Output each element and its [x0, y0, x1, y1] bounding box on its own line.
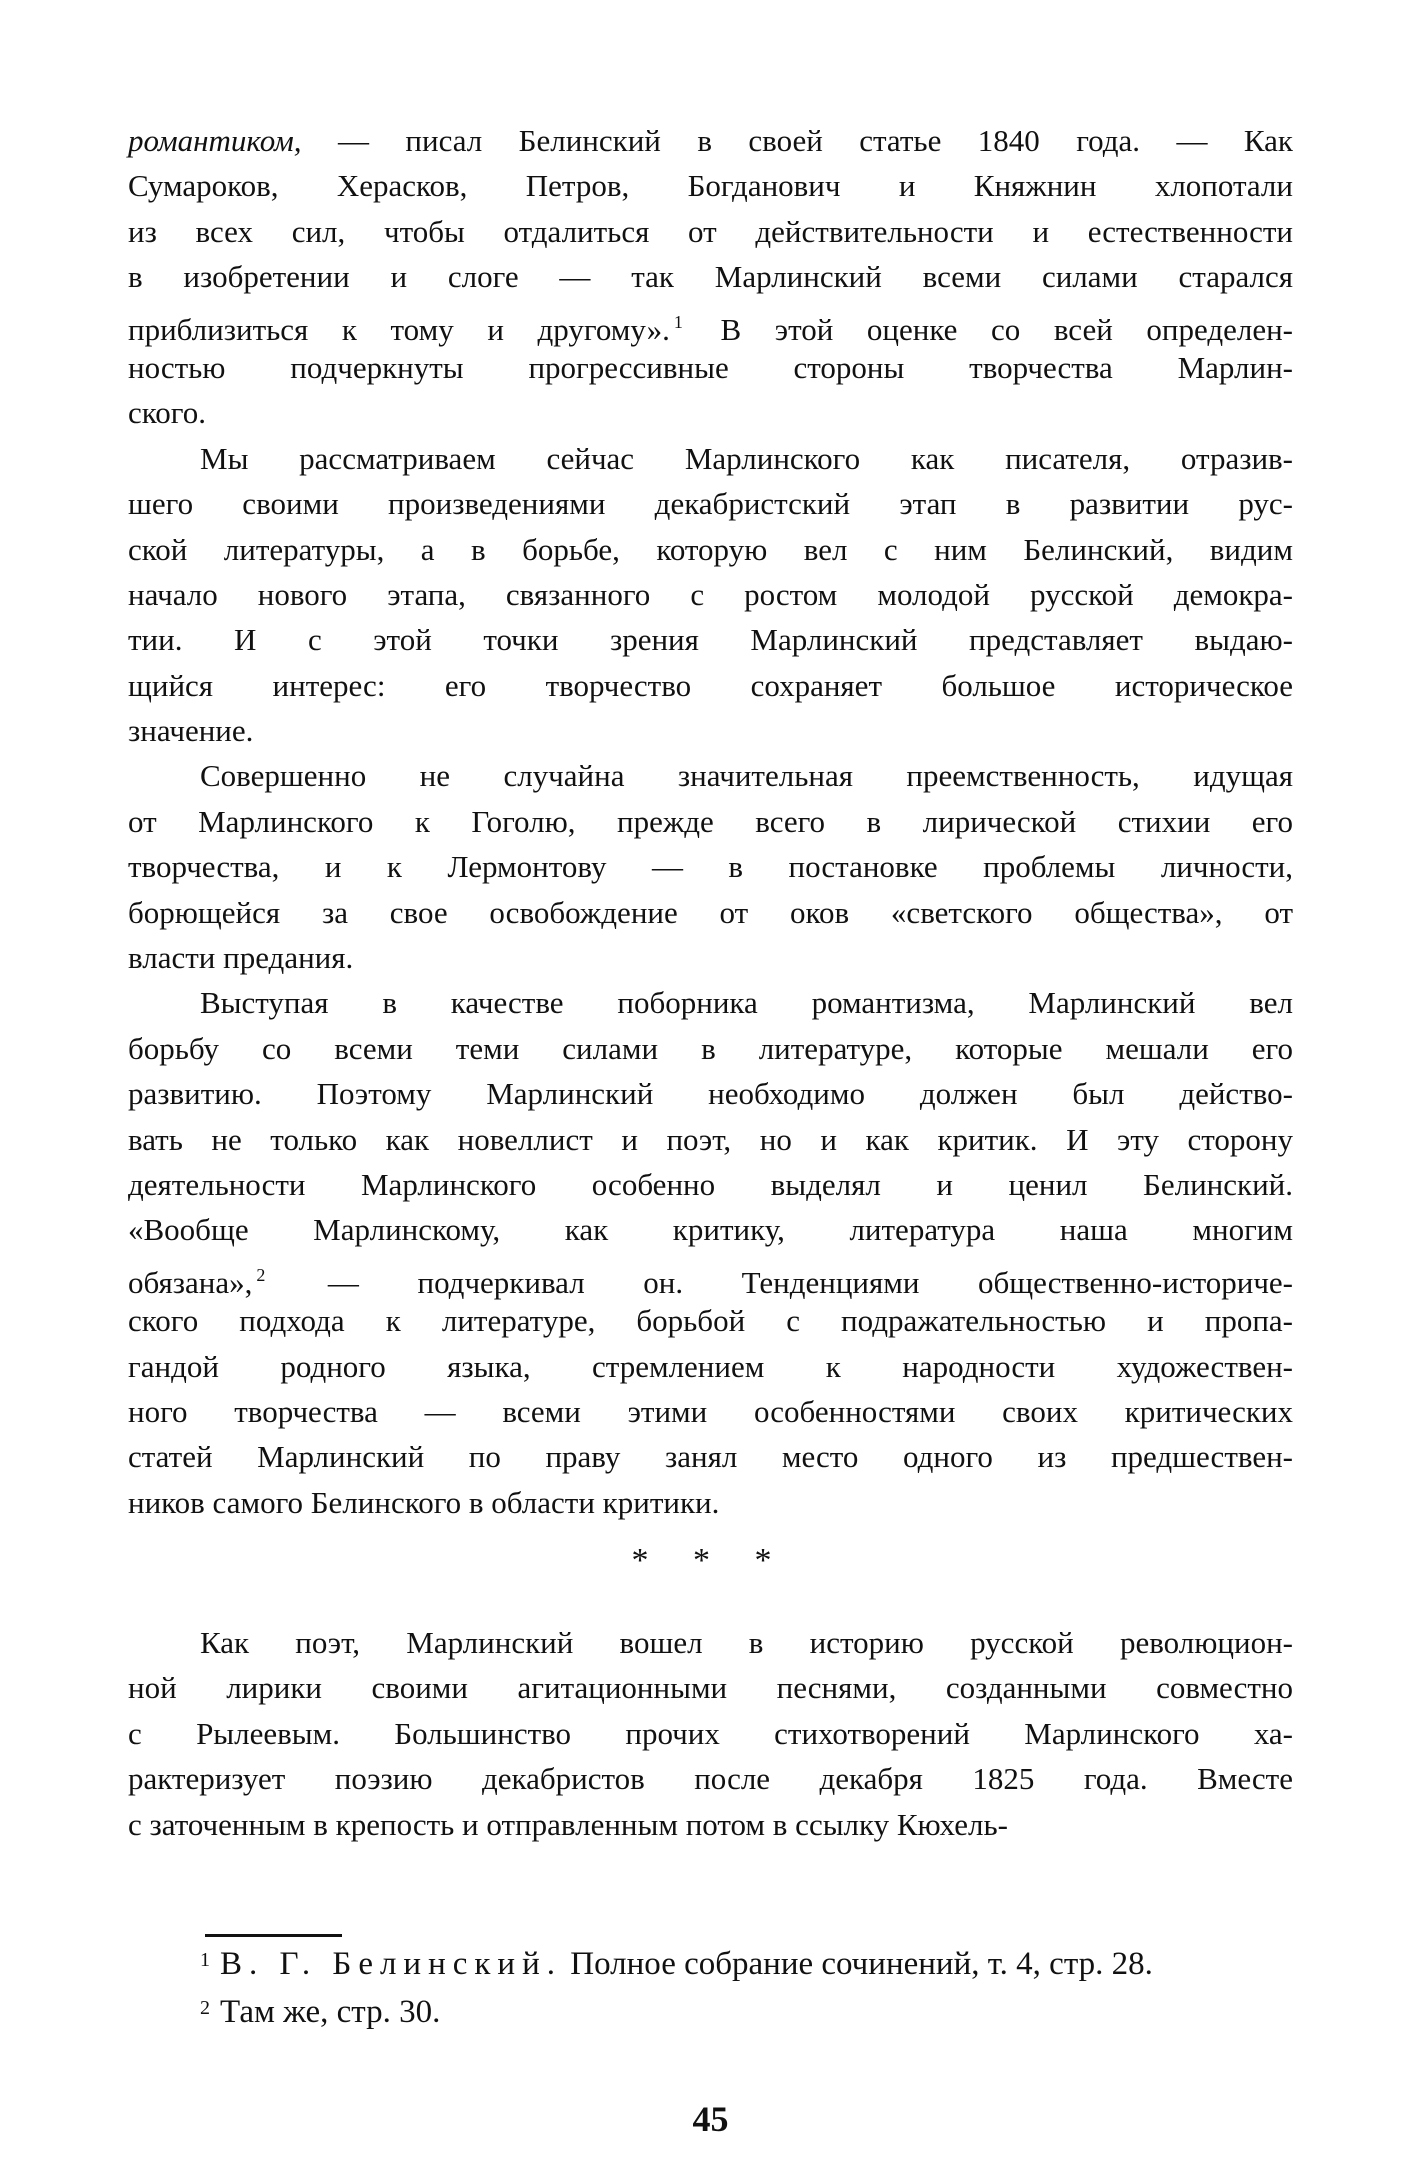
text-line — [128, 1389, 1293, 1434]
page-number: 45 — [692, 2099, 729, 2139]
text-line — [128, 1253, 1293, 1298]
footnote-text: Полное собрание сочинений, т. 4, стр. 28. — [562, 1946, 1153, 1982]
line-text: власти предания. — [128, 940, 354, 976]
paragraph — [128, 118, 1293, 436]
line-text: «Вообще Марлинскому, как критику, литература наша многим — [128, 1212, 1293, 1248]
text-line — [128, 1344, 1293, 1389]
footnote-reference: 1 — [673, 311, 683, 332]
footnote-2 — [200, 1986, 1300, 2034]
text-line — [128, 844, 1293, 889]
line-text: борьбу со всеми теми силами в литературе, которые мешали его — [128, 1030, 1293, 1066]
line-text: в изобретении и слоге — так Марлинский всеми силами старался — [128, 259, 1293, 295]
text-line — [128, 617, 1293, 662]
text-line — [128, 436, 1293, 481]
line-text: творчества, и к Лермонтову — в постановке проблемы личности, — [128, 849, 1293, 885]
line-text: ского подхода к литературе, борьбой с подражательностью и пропа- — [128, 1303, 1293, 1339]
text-line — [128, 1071, 1293, 1116]
text-line — [128, 1802, 1293, 1847]
text-line — [128, 935, 1293, 980]
line-text: — писал Белинский в своей статье 1840 года. — Как — [301, 123, 1293, 158]
text-line — [128, 163, 1293, 208]
line-text: В этой оценке со всей определен- — [686, 311, 1294, 347]
main-text-top — [128, 118, 1293, 1525]
line-text: приблизиться к тому и другому». — [128, 311, 670, 347]
text-line — [128, 1434, 1293, 1479]
text-line — [128, 1665, 1293, 1710]
line-text: из всех сил, чтобы отдалиться от действительности и естественности — [128, 213, 1293, 249]
paragraph — [128, 1620, 1293, 1847]
line-text: ского. — [128, 395, 206, 431]
line-text: начало нового этапа, связанного с ростом молодой русской демокра- — [128, 576, 1293, 612]
line-text: вать не только как новеллист и поэт, но и как критик. И эту сторону — [128, 1121, 1293, 1157]
text-line — [128, 753, 1293, 798]
text-line — [128, 1026, 1293, 1071]
footnote-text: Там же, стр. 30. — [220, 1994, 441, 2030]
line-text: с заточенным в крепость и отправленным потом в ссылку Кюхель- — [128, 1806, 1008, 1842]
line-text: обязана», — [128, 1264, 253, 1300]
text-line — [128, 254, 1293, 299]
text-line — [128, 1480, 1293, 1525]
footnote-mark: 2 — [200, 1997, 210, 2019]
text-line — [128, 1711, 1293, 1756]
paragraph — [128, 980, 1293, 1525]
footnote-author: В. Г. Белинский. — [220, 1946, 563, 1982]
text-line — [128, 345, 1293, 390]
paragraph — [128, 753, 1293, 980]
text-line — [128, 799, 1293, 844]
text-line — [128, 1117, 1293, 1162]
footnote-reference: 2 — [256, 1264, 266, 1285]
line-text: статей Марлинский по праву занял место одного из предшествен- — [128, 1439, 1293, 1475]
text-line — [128, 209, 1293, 254]
line-text: рактеризует поэзию декабристов после декабря 1825 года. Вместе — [128, 1761, 1293, 1797]
line-text: значение. — [128, 713, 254, 749]
text-line — [128, 1298, 1293, 1343]
main-text-bottom — [128, 1620, 1293, 1847]
paragraph — [128, 436, 1293, 754]
line-text: щийся интерес: его творчество сохраняет большое историческое — [128, 667, 1293, 703]
line-text: борющейся за свое освобождение от оков «светского общества», от — [128, 894, 1293, 930]
text-line — [128, 118, 1293, 163]
text-line — [128, 1207, 1293, 1252]
text-line — [128, 1756, 1293, 1801]
section-separator: * * * — [631, 1542, 790, 1579]
line-text: ностью подчеркнуты прогрессивные стороны творчества Марлин- — [128, 349, 1293, 385]
text-line — [128, 1162, 1293, 1207]
footnote-rule — [205, 1934, 342, 1937]
text-line — [128, 890, 1293, 935]
line-text: ного творчества — всеми этими особенностями своих критических — [128, 1393, 1293, 1429]
italic-word: романтиком, — [128, 123, 302, 158]
line-text: — подчеркивал он. Тенденциями общественно-историче- — [269, 1264, 1293, 1300]
line-text: развитию. Поэтому Марлинский необходимо должен был действо- — [128, 1076, 1293, 1112]
text-line — [128, 300, 1293, 345]
line-text: тии. И с этой точки зрения Марлинский представляет выдаю- — [128, 622, 1293, 658]
line-text: ников самого Белинского в области критики. — [128, 1484, 720, 1520]
text-line — [128, 663, 1293, 708]
line-text: от Марлинского к Гоголю, прежде всего в лирической стихии его — [128, 803, 1293, 839]
line-text: Сумароков, Херасков, Петров, Богданович и Княжнин хлопотали — [128, 168, 1293, 204]
line-text: Мы рассматриваем сейчас Марлинского как писателя, отразив- — [200, 440, 1293, 476]
line-text: ной лирики своими агитационными песнями, созданными совместно — [128, 1670, 1293, 1706]
footnote-mark: 1 — [200, 1949, 210, 1971]
line-text: гандой родного языка, стремлением к народности художествен- — [128, 1348, 1293, 1384]
text-line — [128, 481, 1293, 526]
line-text: Как поэт, Марлинский вошел в историю русской революцион- — [200, 1625, 1293, 1660]
text-line — [128, 708, 1293, 753]
text-line — [128, 1620, 1293, 1665]
text-line — [128, 390, 1293, 435]
text-line — [128, 572, 1293, 617]
footnotes — [200, 1938, 1300, 2034]
text-line — [128, 980, 1293, 1025]
line-text: шего своими произведениями декабристский этап в развитии рус- — [128, 486, 1293, 522]
line-text: Совершенно не случайна значительная преемственность, идущая — [200, 758, 1293, 794]
text-line — [128, 527, 1293, 572]
line-text: Выступая в качестве поборника романтизма, Марлинский вел — [200, 985, 1293, 1021]
line-text: ской литературы, а в борьбе, которую вел с ним Белинский, видим — [128, 531, 1293, 567]
footnote-1 — [200, 1938, 1300, 1986]
line-text: деятельности Марлинского особенно выделял и ценил Белинский. — [128, 1166, 1293, 1202]
line-text: с Рылеевым. Большинство прочих стихотворений Марлинского ха- — [128, 1715, 1293, 1751]
